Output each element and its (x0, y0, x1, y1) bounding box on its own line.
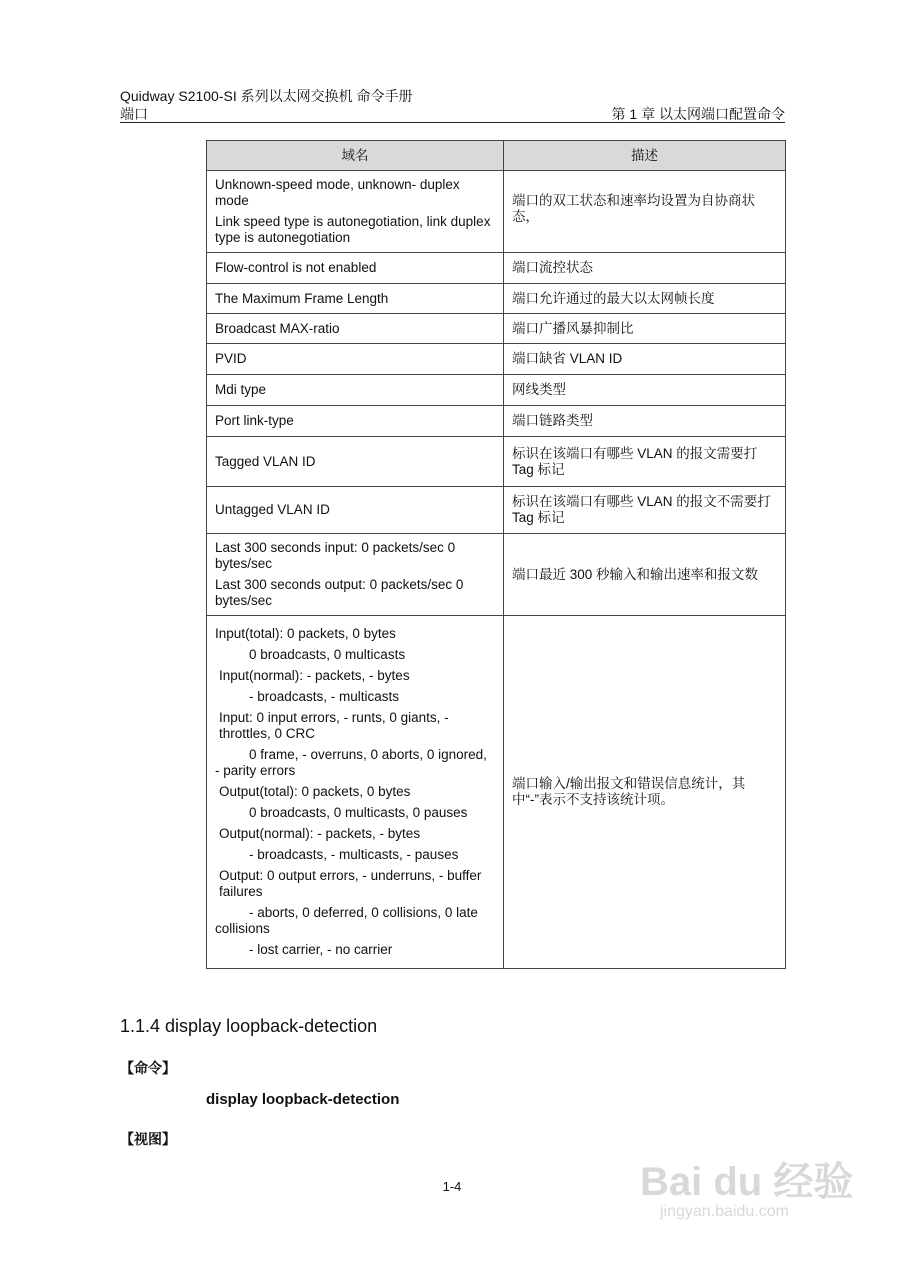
field-cell (207, 344, 504, 375)
description-cell: 端口缺省 VLAN ID (504, 344, 786, 375)
table-row (207, 437, 786, 487)
field-line: 0 broadcasts, 0 multicasts, 0 pauses (249, 805, 468, 820)
field-line: Unknown-speed mode, unknown- duplex mode (215, 177, 460, 208)
description-cell: 标识在该端口有哪些 VLAN 的报文不需要打 Tag 标记 (504, 487, 786, 534)
field-cell (207, 284, 504, 314)
field-line: - lost carrier, - no carrier (249, 942, 393, 957)
table-row (207, 253, 786, 284)
table-row (207, 487, 786, 534)
field-line: Broadcast MAX-ratio (215, 320, 340, 336)
description-cell: 端口广播风暴抑制比 (504, 314, 786, 344)
description-cell: 端口流控状态 (504, 253, 786, 284)
description-cell: 端口最近 300 秒输入和输出速率和报文数 (504, 534, 786, 616)
field-line: Output(total): 0 packets, 0 bytes (219, 784, 411, 799)
description-cell: 标识在该端口有哪些 VLAN 的报文需要打 Tag 标记 (504, 437, 786, 487)
table-row (207, 616, 786, 969)
field-line: Input: 0 input errors, - runts, 0 giants, - throttles, 0 CRC (219, 710, 449, 741)
field-line: PVID (215, 351, 247, 366)
page-number: 1-4 (442, 1179, 462, 1194)
field-line: Last 300 seconds input: 0 packets/sec 0 bytes/sec (215, 540, 456, 571)
field-cell (207, 375, 504, 406)
field-cell (207, 406, 504, 437)
column-header-field: 域名 (207, 141, 504, 171)
field-line: Flow-control is not enabled (215, 260, 377, 275)
field-line: Output: 0 output errors, - underruns, - buffer failures (219, 868, 482, 899)
table-row (207, 284, 786, 314)
column-header-description: 描述 (504, 141, 786, 171)
header-title: Quidway S2100-SI 系列以太网交换机 命令手册 (120, 88, 413, 104)
field-line: Link speed type is autonegotiation, link duplex type is autonegotiation (215, 214, 491, 245)
field-line: Mdi type (215, 382, 267, 397)
view-label: 【视图】 (120, 1131, 176, 1147)
field-line: Port link-type (215, 413, 294, 428)
field-line: Output(normal): - packets, - bytes (219, 826, 421, 841)
description-cell: 网线类型 (504, 375, 786, 406)
header-chapter: 第 1 章 以太网端口配置命令 (611, 106, 785, 122)
field-cell (207, 534, 504, 616)
description-cell: 端口输入/输出报文和错误信息统计，其中“-”表示不支持该统计项。 (504, 616, 786, 969)
description-cell: 端口链路类型 (504, 406, 786, 437)
field-line: - broadcasts, - multicasts (249, 689, 400, 704)
field-line: Untagged VLAN ID (215, 502, 330, 517)
baidu-watermark-logo: Bai du 经验 (640, 1160, 854, 1204)
field-cell (207, 253, 504, 284)
field-line: The Maximum Frame Length (215, 290, 389, 306)
field-line: 0 broadcasts, 0 multicasts (249, 647, 406, 662)
table-row (207, 406, 786, 437)
field-description-table (206, 140, 786, 969)
description-cell: 端口允许通过的最大以太网帧长度 (504, 284, 786, 314)
section-heading: 1.1.4 display loopback-detection (120, 1016, 378, 1036)
table-row (207, 375, 786, 406)
header-section: 端口 (120, 106, 148, 122)
field-line: Last 300 seconds output: 0 packets/sec 0 bytes/sec (215, 577, 464, 608)
field-line: 0 frame, - overruns, 0 aborts, 0 ignored, - parity errors (215, 747, 487, 778)
field-line: Tagged VLAN ID (215, 453, 316, 469)
field-line: Input(total): 0 packets, 0 bytes (215, 626, 396, 641)
field-cell (207, 616, 504, 969)
command-label: 【命令】 (120, 1060, 176, 1076)
table-row (207, 534, 786, 616)
field-cell (207, 487, 504, 534)
field-cell (207, 314, 504, 344)
header-divider (120, 122, 785, 123)
field-cell (207, 437, 504, 487)
table-row (207, 171, 786, 253)
field-cell (207, 171, 504, 253)
field-line: - broadcasts, - multicasts, - pauses (249, 847, 459, 862)
table-row (207, 314, 786, 344)
description-cell: 端口的双工状态和速率均设置为自协商状态， (504, 171, 786, 253)
field-line: Input(normal): - packets, - bytes (219, 668, 410, 683)
baidu-watermark-url: jingyan.baidu.com (660, 1203, 789, 1220)
command-text: display loopback-detection (206, 1091, 400, 1108)
field-line: - aborts, 0 deferred, 0 collisions, 0 late collisions (215, 905, 478, 936)
table-row (207, 344, 786, 375)
